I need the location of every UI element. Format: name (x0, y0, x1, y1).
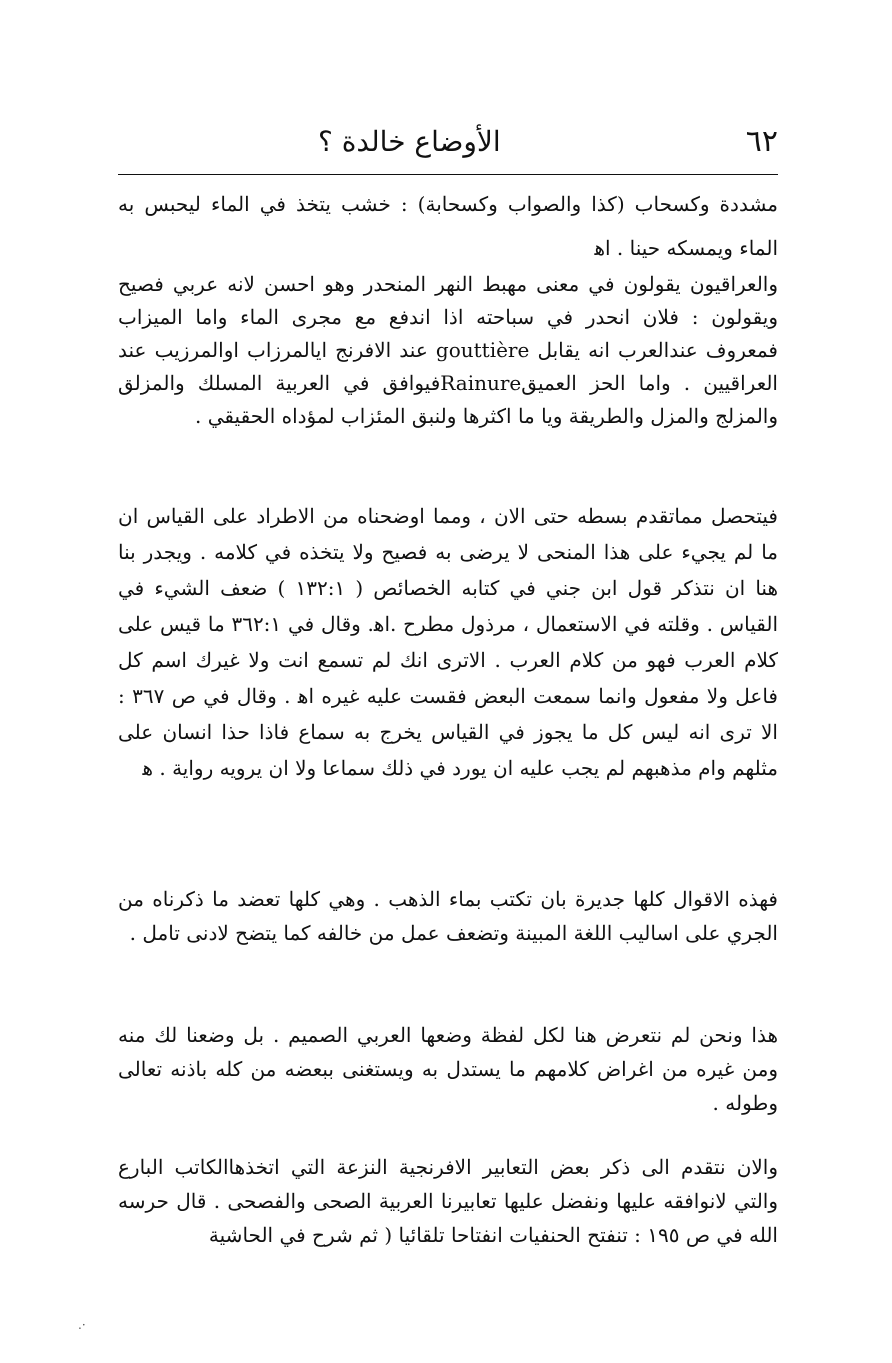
paragraph-text: هذا ونحن لم نتعرض هنا لكل لفظة وضعها العربي الصميم . بل وضعنا لك منه ومن غيره من اغراض كلامهم ما يستدل به ويستغنى ببعضه من كله باذنه تعالى وطوله . (118, 1023, 778, 1115)
paragraph-text: والان نتقدم الى ذكر بعض التعابير الافرنجية النزعة التي اتخذهاالكاتب البارع والتي لانوافقه عليها ونفضل عليها تعابيرنا العربية الصحى والفصحى . قال حرسه الله في ص ١٩٥ : تنفتح الحنفيات انفتاحا تلقائيا ( ثم شرح في الحاشية (118, 1155, 778, 1247)
paragraph-4 (118, 1018, 778, 1120)
paragraph-2 (118, 498, 778, 786)
paragraph-3 (118, 882, 778, 950)
page-number: ٦٢ (745, 123, 778, 159)
footnote-text: مشددة وكسحاب (كذا والصواب وكسحابة) : خشب يتخذ في الماء ليحبس به الماء ويمسكه حينا . اﻫ (118, 192, 778, 260)
page-header (118, 112, 778, 170)
header-rule (118, 174, 778, 175)
paragraph-text: فهذه الاقوال كلها جديرة بان تكتب بماء الذهب . وهي كلها تعضد ما ذكرناه من الجري على اساليب اللغة المبينة وتضعف عمل من خالفه كما يتضح لادنى تامل . (118, 887, 778, 945)
scan-speck: ·. (78, 1318, 86, 1332)
paragraph-1 (118, 268, 778, 433)
footnote-continuation (118, 182, 778, 270)
running-title: الأوضاع خالدة ؟ (318, 124, 501, 158)
paragraph-text: والعراقيون يقولون في معنى مهبط النهر المنحدر وهو احسن لانه عربي فصيح ويقولون : فلان انحدر في سباحته اذا اندفع مع مجرى الماء واما الميزاب فمعروف عندالعرب انه يقابل gouttière عند الافرنج ايالمرزاب اوالمرزيب عند العراقيين . واما الحز العميقRainureفيوافق في العربية المسلك والمزلق والمزلج والمزل والطريقة ويا ما اكثرها ولنبق المئزاب لمؤداه الحقيقي . (118, 272, 778, 428)
paragraph-text: فيتحصل مماتقدم بسطه حتى الان ، ومما اوضحناه من الاطراد على القياس ان ما لم يجيء على هذا المنحى لا يرضى به فصيح ولا يتخذه في كلامه . ويجدر بنا هنا ان نتذكر قول ابن جني في كتابه الخصائص ( ١٣٢:١ ) ضعف الشيء في القياس . وقلته في الاستعمال ، مرذول مطرح .اﻫ. وقال في ٣٦٢:١ ما قيس على كلام العرب فهو من كلام العرب . الاترى انك لم تسمع انت ولا غيرك اسم كل فاعل ولا مفعول وانما سمعت البعض فقست عليه غيره اﻫ . وقال في ص ٣٦٧ : الا ترى انه ليس كل ما يجوز في القياس يخرج به سماع فاذا حذا انسان على مثلهم وام مذهبهم لم يجب عليه ان يورد في ذلك سماعا ولا ان يرويه رواية . ﻫ (118, 504, 779, 780)
paragraph-5 (118, 1150, 778, 1252)
